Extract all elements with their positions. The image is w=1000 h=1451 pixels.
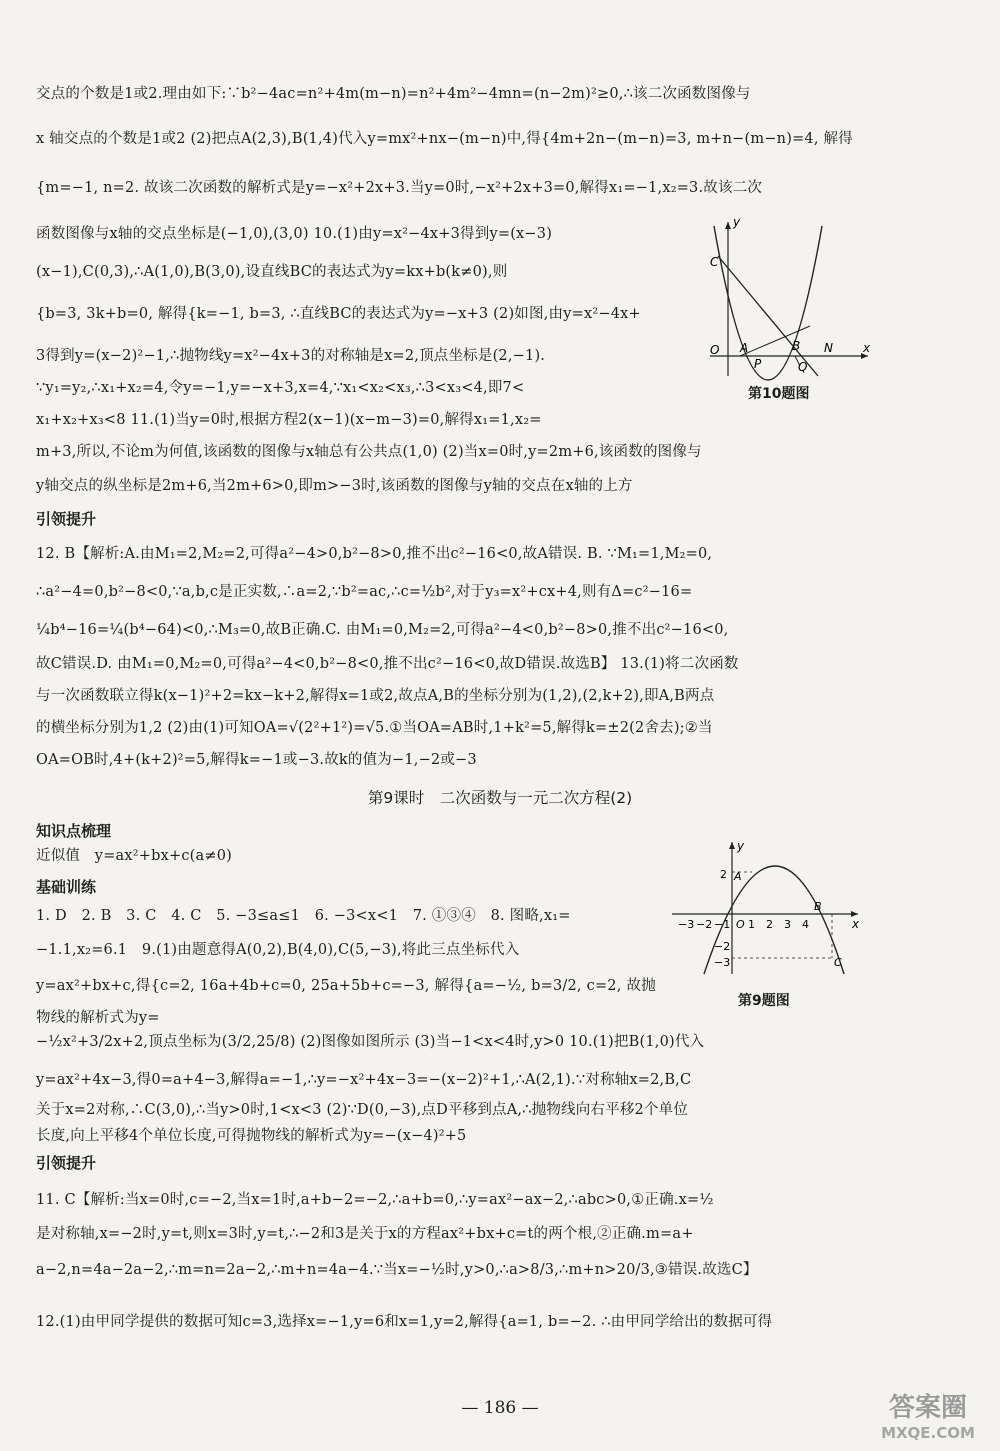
label-c: C (710, 255, 719, 269)
text-line: 近似值 y=ax²+bx+c(a≠0) (36, 848, 232, 864)
text-line: x₁+x₂+x₃<8 11.(1)当y=0时,根据方程2(x−1)(x−m−3)=0,解得x₁=1,x₂= (36, 412, 542, 428)
label-c: C (834, 956, 842, 969)
page-number: — 186 — (461, 1398, 539, 1418)
label-n: N (824, 341, 833, 355)
text-line: 关于x=2对称,∴C(3,0),∴当y>0时,1<x<3 (2)∵D(0,−3),点D平移到点A,∴抛物线向右平移2个单位 (36, 1102, 689, 1118)
parabola-curve (714, 226, 822, 380)
label-b: B (792, 339, 801, 353)
text-line: m+3,所以,不论m为何值,该函数的图像与x轴总有公共点(1,0) (2)当x=0时,y=2m+6,该函数的图像与 (36, 444, 702, 460)
section-heading: 引领提升 (36, 1154, 97, 1172)
text-line: 的横坐标分别为1,2 (2)由(1)可知OA=√(2²+1²)=√5.①当OA=AB时,1+k²=5,解得k=±2(2舍去);②当 (36, 720, 713, 736)
tick-x-1: 1 (748, 918, 755, 931)
text-line: 12.(1)由甲同学提供的数据可知c=3,选择x=−1,y=6和x=1,y=2,解得{a=1, b=−2. ∴由甲同学给出的数据可得 (36, 1314, 773, 1330)
section-heading: 引领提升 (36, 510, 97, 528)
text-line: 故C错误.D. 由M₁=0,M₂=0,可得a²−4<0,b²−8<0,推不出c²−16<0,故D错误.故选B】 13.(1)将二次函数 (36, 656, 739, 672)
label-x: x (852, 917, 860, 931)
tick-y-2: 2 (720, 868, 727, 881)
label-b: B (814, 900, 822, 913)
text-line: x 轴交点的个数是1或2 (2)把点A(2,3),B(1,4)代入y=mx²+nx−(m−n)中,得{4m+2n−(m−n)=3, m+n−(m−n)=4, 解得 (36, 131, 853, 147)
label-o: O (736, 918, 745, 931)
text-line: 函数图像与x轴的交点坐标是(−1,0),(3,0) 10.(1)由y=x²−4x+3得到y=(x−3) (36, 226, 553, 242)
tick-x-2: 2 (766, 918, 773, 931)
tick-x-n2: −2 (696, 918, 713, 931)
figure-10-caption: 第10题图 (748, 386, 810, 402)
section-heading: 基础训练 (36, 878, 97, 896)
label-x: x (863, 341, 871, 355)
y-axis-arrow (725, 222, 731, 229)
label-o: O (710, 343, 720, 357)
text-line: 与一次函数联立得k(x−1)²+2=kx−k+2,解得x=1或2,故点A,B的坐标分别为(1,2),(2,k+2),即A,B两点 (36, 688, 715, 704)
label-a: A (734, 870, 742, 883)
text-line: OA=OB时,4+(k+2)²=5,解得k=−1或−3.故k的值为−1,−2或−3 (36, 752, 477, 768)
text-line: (x−1),C(0,3),∴A(1,0),B(3,0),设直线BC的表达式为y=kx+b(k≠0),则 (36, 264, 508, 280)
text-line: 12. B【解析:A.由M₁=2,M₂=2,可得a²−4>0,b²−8>0,推不出c²−16<0,故A错误. B. ∵M₁=1,M₂=0, (36, 546, 713, 562)
label-y: y (733, 216, 741, 229)
figure-9-graph (668, 838, 868, 978)
text-line: 交点的个数是1或2.理由如下:∵b²−4ac=n²+4m(m−n)=n²+4m²−4mn=(n−2m)²≥0,∴该二次函数图像与 (36, 86, 751, 102)
text-line: 11. C【解析:当x=0时,c=−2,当x=1时,a+b−2=−2,∴a+b=0,∴y=ax²−ax−2,∴abc>0,①正确.x=½ (36, 1192, 714, 1208)
text-line: y=ax²+4x−3,得0=a+4−3,解得a=−1,∴y=−x²+4x−3=−(x−2)²+1,∴A(2,1).∵对称轴x=2,B,C (36, 1072, 692, 1088)
text-line: 1. D 2. B 3. C 4. C 5. −3≤a≤1 6. −3<x<1 7. ①③④ 8. 图略,x₁= (36, 908, 571, 924)
tick-x-n3: −3 (678, 918, 695, 931)
label-a: A (740, 341, 749, 355)
text-line: {b=3, 3k+b=0, 解得{k=−1, b=3, ∴直线BC的表达式为y=−x+3 (2)如图,由y=x²−4x+ (36, 306, 641, 322)
tick-x-4: 4 (802, 918, 809, 931)
text-line: ∴a²−4=0,b²−8<0,∵a,b,c是正实数,∴a=2,∵b²=ac,∴c=½b²,对于y₃=x²+cx+4,则有Δ=c²−16= (36, 584, 693, 600)
text-line: 是对称轴,x=−2时,y=t,则x=3时,y=t,∴−2和3是关于x的方程ax²+bx+c=t的两个根,②正确.m=a+ (36, 1226, 694, 1242)
label-q: Q (798, 360, 808, 374)
tick-x-3: 3 (784, 918, 791, 931)
figure-10-graph (700, 216, 880, 381)
watermark-url: MXQE.COM (881, 1424, 975, 1442)
text-line: 3得到y=(x−2)²−1,∴抛物线y=x²−4x+3的对称轴是x=2,顶点坐标是(2,−1). (36, 348, 546, 364)
watermark-logo (862, 1386, 994, 1444)
text-line: y=ax²+bx+c,得{c=2, 16a+4b+c=0, 25a+5b+c=−3, 解得{a=−½, b=3/2, c=2, 故抛物线的解析式为y= (36, 978, 656, 1026)
text-line: 长度,向上平移4个单位长度,可得抛物线的解析式为y=−(x−4)²+5 (36, 1128, 467, 1144)
figure-9-caption: 第9题图 (738, 993, 790, 1009)
tick-x-n1: −1 (714, 918, 731, 931)
watermark-title: 答案圈 (888, 1393, 968, 1423)
lesson-title: 第9课时 二次函数与一元二次方程(2) (367, 789, 633, 807)
section-heading: 知识点梳理 (36, 822, 112, 840)
text-line: −1.1,x₂=6.1 9.(1)由题意得A(0,2),B(4,0),C(5,−3),将此三点坐标代入 (36, 942, 520, 958)
text-line: ∵y₁=y₂,∴x₁+x₂=4,令y=−1,y=−x+3,x=4,∵x₁<x₂<x₃,∴3<x₃<4,即7< (36, 380, 525, 396)
label-p: P (754, 357, 762, 371)
tick-y-n3: −3 (714, 956, 731, 969)
y-axis-arrow (729, 842, 735, 849)
text-line: ¼b⁴−16=¼(b⁴−64)<0,∴M₃=0,故B正确.C. 由M₁=0,M₂=2,可得a²−4<0,b²−8>0,推不出c²−16<0, (36, 622, 729, 638)
text-line: {m=−1, n=2. 故该二次函数的解析式是y=−x²+2x+3.当y=0时,−x²+2x+3=0,解得x₁=−1,x₂=3.故该二次 (36, 180, 763, 196)
label-y: y (737, 839, 745, 853)
text-line: a−2,n=4a−2a−2,∴m=n=2a−2,∴m+n=4a−4.∵当x=−½时,y>0,∴a>8/3,∴m+n>20/3,③错误.故选C】 (36, 1262, 758, 1278)
text-line: −½x²+3/2x+2,顶点坐标为(3/2,25/8) (2)图像如图所示 (3)当−1<x<4时,y>0 10.(1)把B(1,0)代入 (36, 1034, 705, 1050)
text-line: y轴交点的纵坐标是2m+6,当2m+6>0,即m>−3时,该函数的图像与y轴的交点在x轴的上方 (36, 478, 633, 494)
tick-y-n2: −2 (714, 940, 731, 953)
